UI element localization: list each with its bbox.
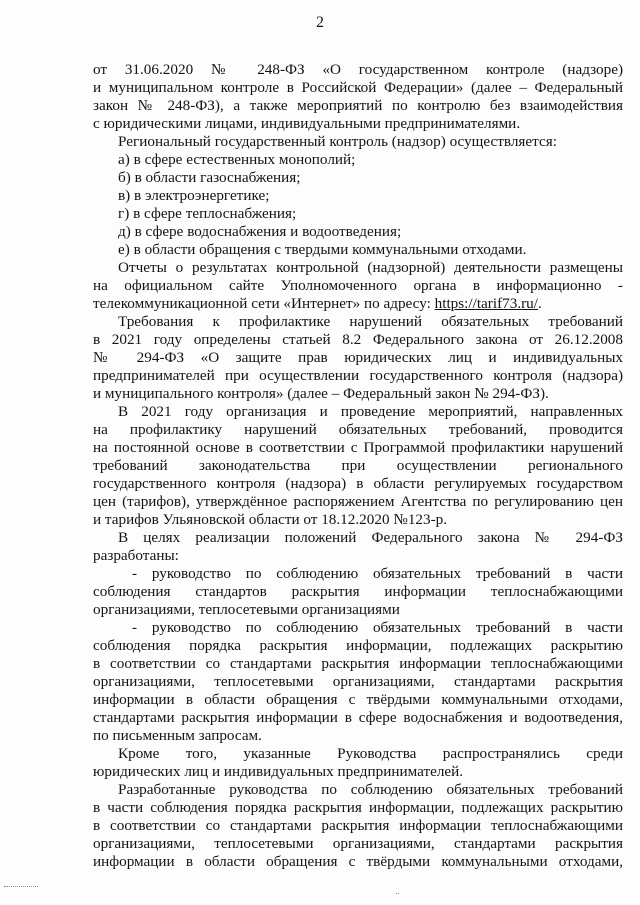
list-item: е) в области обращения с твердыми коммунальными отходами.	[118, 241, 527, 258]
text-line: по письменным запросам.	[93, 727, 262, 744]
text-line: требований законодательства при осуществлении регионального	[93, 457, 623, 474]
text-line: организациями, теплосетевыми организациями	[93, 601, 400, 618]
scan-mark	[396, 893, 399, 894]
list-item: а) в сфере естественных монополий;	[118, 151, 356, 168]
list-item: - руководство по соблюдению обязательных требований в части	[132, 619, 623, 636]
text-line: от 31.06.2020 № 248-ФЗ «О государственном контроле (надзоре)	[93, 61, 623, 78]
text-line: В целях реализации положений Федерального закона № 294-ФЗ	[118, 529, 623, 546]
text-line: соблюдения стандартов раскрытия информации теплоснабжающими	[93, 583, 623, 600]
text-line: в части соблюдения порядка раскрытия информации, подлежащих раскрытию	[93, 799, 623, 816]
text-line: Требования к профилактике нарушений обязательных требований	[118, 313, 623, 330]
text-line: Разработанные руководства по соблюдению обязательных требований	[118, 781, 623, 798]
text-line: информации в области обращения с твёрдыми коммунальными отходами,	[93, 853, 623, 870]
text-line: в 2021 году определены статьей 8.2 Федерального закона от 26.12.2008	[93, 331, 623, 348]
text-span: .	[538, 295, 542, 312]
text-line: предпринимателей при осуществлении государственного контроля (надзора)	[93, 367, 623, 384]
text-line: и тарифов Ульяновской области от 18.12.2020 №123-р.	[93, 511, 448, 528]
text-line: закон № 248-ФЗ), а также мероприятий по контролю без взаимодействия	[93, 97, 623, 114]
text-line: и муниципального контроля» (далее – Федеральный закон № 294-ФЗ).	[93, 385, 549, 402]
list-item: в) в электроэнергетике;	[118, 187, 270, 204]
text-line: разработаны:	[93, 547, 179, 564]
text-line: Региональный государственный контроль (надзор) осуществляется:	[118, 133, 557, 150]
text-line: государственного контроля (надзора) в области регулируемых государством	[93, 475, 623, 492]
text-line: в соответствии со стандартами раскрытия информации теплоснабжающими	[93, 817, 623, 834]
text-line: в соответствии со стандартами раскрытия информации теплоснабжающими	[93, 655, 623, 672]
text-line: Кроме того, указанные Руководства распространялись среди	[118, 745, 623, 762]
list-item: д) в сфере водоснабжения и водоотведения;	[118, 223, 402, 240]
text-line: соблюдения порядка раскрытия информации, подлежащих раскрытию	[93, 637, 623, 654]
text-line: № 294-ФЗ «О защите прав юридических лиц и индивидуальных	[93, 349, 623, 366]
text-line: на официальном сайте Уполномоченного органа в информационно -	[93, 277, 623, 294]
text-line	[93, 295, 623, 313]
website-link[interactable]: https://tarif73.ru/	[434, 295, 538, 312]
text-span: телекоммуникационной сети «Интернет» по адресу:	[93, 295, 435, 312]
text-line: с юридическими лицами, индивидуальными предпринимателями.	[93, 115, 521, 132]
text-line: стандартами раскрытия информации в сфере водоснабжения и водоотведения,	[93, 709, 623, 726]
text-line: информации в области обращения с твёрдыми коммунальными отходами,	[93, 691, 623, 708]
text-line: юридических лиц и индивидуальных предпринимателей.	[93, 763, 464, 780]
list-item: г) в сфере теплоснабжения;	[118, 205, 297, 222]
list-item: - руководство по соблюдению обязательных требований в части	[132, 565, 623, 582]
text-line: Отчеты о результатах контрольной (надзорной) деятельности размещены	[118, 259, 623, 276]
text-line: организациями, теплосетевыми организациями, стандартами раскрытия	[93, 835, 623, 852]
list-item: б) в области газоснабжения;	[118, 169, 301, 186]
text-line: цен (тарифов), утверждённое распоряжением Агентства по регулированию цен	[93, 493, 623, 510]
text-line: на профилактику нарушений обязательных требований, проводится	[93, 421, 623, 438]
text-line: и муниципальном контроле в Российской Федерации» (далее – Федеральный	[93, 79, 623, 96]
text-line: на постоянной основе в соответствии с Программой профилактики нарушений	[93, 439, 623, 456]
scan-mark	[4, 886, 38, 887]
page-number: 2	[316, 14, 324, 31]
text-line: В 2021 году организация и проведение мероприятий, направленных	[118, 403, 623, 420]
text-line: организациями, теплосетевыми организациями, стандартами раскрытия	[93, 673, 623, 690]
